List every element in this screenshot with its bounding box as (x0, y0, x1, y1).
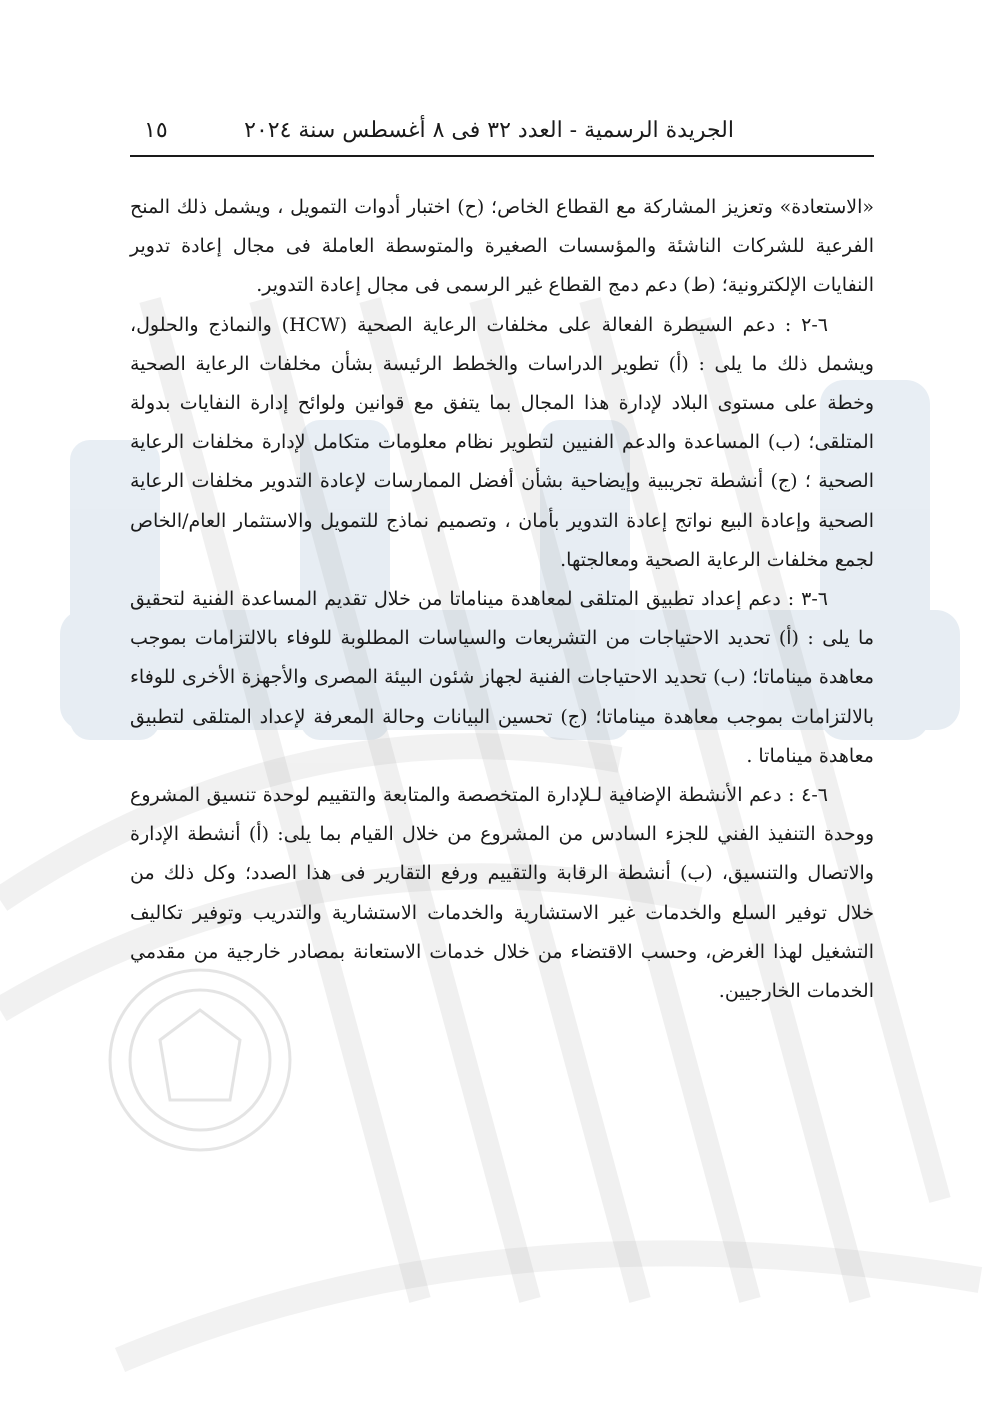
header-title: الجريدة الرسمية - العدد ٣٢ فى ٨ أغسطس سنة ٢٠٢٤ (244, 118, 734, 143)
paragraph-6-2: ٦-٢ : دعم السيطرة الفعالة على مخلفات الرعاية الصحية (HCW) والنماذج والحلول، ويشمل ذلك ما يلى : (أ) تطوير الدراسات والخطط الرئيسة بشأن مخلفات الرعاية الصحية وخطة على مستوى البلاد لإدارة هذا المجال بما يتفق مع قوانين ولوائح إدارة النفايات بدولة المتلقى؛ (ب) المساعدة والدعم الفنيين لتطوير نظام معلومات متكامل لإدارة مخلفات الرعاية الصحية ؛ (ج) أنشطة تجريبية وإيضاحية بشأن أفضل الممارسات لإعادة التدوير مخلفات الرعاية الصحية وإعادة البيع نواتج إعادة التدوير بأمان ، وتصميم نماذج للتمويل والاستثمار العام/الخاص لجمع مخلفات الرعاية الصحية ومعالجتها. (130, 313, 874, 571)
body-text (130, 188, 874, 1011)
paragraph-6-4: ٦-٤ : دعم الأنشطة الإضافية لـلإدارة المتخصصة والمتابعة والتقييم لوحدة تنسيق المشروع ووحدة التنفيذ الفني للجزء السادس من المشروع من خلال القيام بما يلى: (أ) أنشطة الإدارة والاتصال والتنسيق، (ب) أنشطة الرقابة والتقييم ورفع التقارير فى هذا الصدد؛ وكل ذلك من خلال توفير السلع والخدمات غير الاستشارية والخدمات الاستشارية والتدريب وتوفير تكاليف التشغيل لهذا الغرض، وحسب الاقتضاء من خلال خدمات الاستعانة بمصادر خارجية من مقدمي الخدمات الخارجيين. (130, 784, 874, 1003)
paragraph-continuation: «الاستعادة» وتعزيز المشاركة مع القطاع الخاص؛ (ح) اختبار أدوات التمويل ، ويشمل ذلك المنح الفرعية للشركات الناشئة والمؤسسات الصغيرة والمتوسطة العاملة فى مجال إعادة تدوير النفايات الإلكترونية؛ (ط) دعم دمج القطاع غير الرسمى فى مجال إعادة التدوير. (130, 196, 874, 297)
header-divider (130, 155, 874, 157)
page-header (130, 112, 874, 152)
paragraph-6-3: ٦-٣ : دعم إعداد تطبيق المتلقى لمعاهدة ميناماتا من خلال تقديم المساعدة الفنية لتحقيق ما يلى : (أ) تحديد الاحتياجات من التشريعات والسياسات المطلوبة للوفاء بالالتزامات بموجب معاهدة ميناماتا؛ (ب) تحديد الاحتياجات الفنية لجهاز شئون البيئة المصرى والأجهزة الأخرى للوفاء بالالتزامات بموجب معاهدة ميناماتا؛ (ج) تحسين البيانات وحالة المعرفة لإعداد المتلقى لتطبيق معاهدة ميناماتا . (130, 588, 874, 767)
page-number: ١٥ (144, 118, 168, 143)
